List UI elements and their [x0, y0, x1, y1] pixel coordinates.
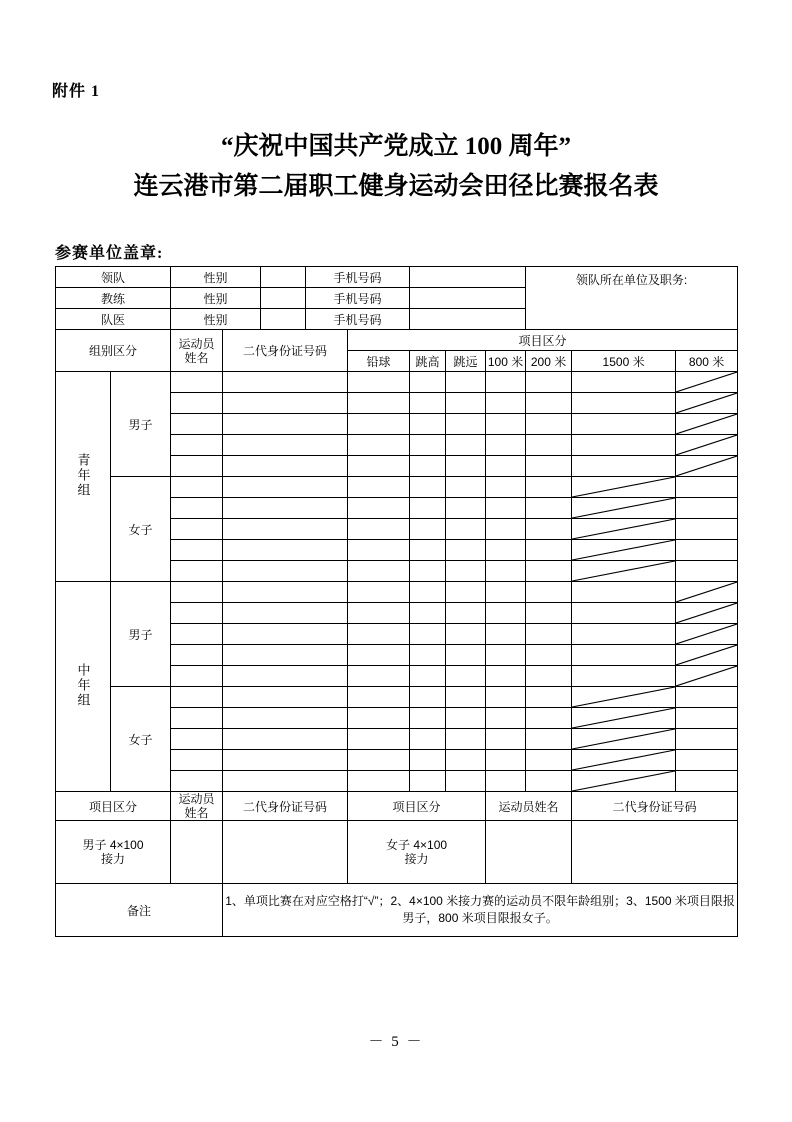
registration-table [55, 266, 738, 937]
cell-event-1500m-blocked [572, 540, 676, 561]
cell-id-number[interactable] [223, 435, 348, 456]
cell-event-100m[interactable] [486, 750, 526, 771]
cell-event-800m[interactable] [676, 498, 738, 519]
cell-event-800m[interactable] [676, 540, 738, 561]
cell-event-shotput[interactable] [348, 540, 410, 561]
cell-event-longjump[interactable] [446, 414, 486, 435]
relay-event-male [56, 821, 171, 884]
header-athlete-name-line1: 运动员 [178, 336, 215, 351]
cell-athlete-name[interactable] [171, 750, 223, 771]
staff-gender-label-leader: 性别 [171, 267, 261, 288]
cell-event-200m[interactable] [526, 666, 572, 687]
cell-event-highjump[interactable] [410, 372, 446, 393]
cell-event-longjump[interactable] [446, 393, 486, 414]
header-group-division: 组别区分 [56, 330, 171, 372]
cell-event-shotput[interactable] [348, 624, 410, 645]
cell-event-800m-blocked [676, 603, 738, 624]
cell-event-200m[interactable] [526, 771, 572, 792]
cell-event-highjump[interactable] [410, 603, 446, 624]
cell-event-shotput[interactable] [348, 498, 410, 519]
cell-event-200m[interactable] [526, 687, 572, 708]
cell-event-100m[interactable] [486, 708, 526, 729]
cell-event-highjump[interactable] [410, 624, 446, 645]
cell-event-800m-blocked [676, 372, 738, 393]
staff-role-coach: 教练 [56, 288, 171, 309]
cell-id-number[interactable] [223, 645, 348, 666]
cell-event-highjump[interactable] [410, 540, 446, 561]
relay-header-id-number-left: 二代身份证号码 [223, 792, 348, 821]
cell-athlete-name[interactable] [171, 540, 223, 561]
cell-athlete-name[interactable] [171, 456, 223, 477]
cell-event-longjump[interactable] [446, 435, 486, 456]
staff-role-leader: 领队 [56, 267, 171, 288]
cell-event-shotput[interactable] [348, 414, 410, 435]
cell-event-800m[interactable] [676, 750, 738, 771]
staff-gender-value-leader[interactable] [261, 267, 306, 288]
cell-event-200m[interactable] [526, 645, 572, 666]
cell-event-longjump[interactable] [446, 687, 486, 708]
cell-event-shotput[interactable] [348, 750, 410, 771]
cell-event-1500m-blocked [572, 687, 676, 708]
cell-id-number[interactable] [223, 729, 348, 750]
cell-event-800m-blocked [676, 393, 738, 414]
cell-event-100m[interactable] [486, 372, 526, 393]
staff-gender-label-coach: 性别 [171, 288, 261, 309]
cell-event-1500m[interactable] [572, 603, 676, 624]
cell-athlete-name[interactable] [171, 708, 223, 729]
remark-label: 备注 [56, 884, 223, 937]
relay-event-female [348, 821, 486, 884]
cell-event-200m[interactable] [526, 561, 572, 582]
cell-id-number[interactable] [223, 561, 348, 582]
cell-event-1500m-blocked [572, 708, 676, 729]
cell-athlete-name[interactable] [171, 498, 223, 519]
relay-event-female-line1: 女子 4×100 [386, 838, 448, 852]
cell-event-longjump[interactable] [446, 582, 486, 603]
cell-event-highjump[interactable] [410, 435, 446, 456]
cell-event-shotput[interactable] [348, 456, 410, 477]
cell-event-1500m[interactable] [572, 372, 676, 393]
cell-event-highjump[interactable] [410, 477, 446, 498]
cell-event-1500m[interactable] [572, 393, 676, 414]
cell-event-shotput[interactable] [348, 645, 410, 666]
seal-label: 参赛单位盖章: [55, 245, 164, 262]
staff-phone-value-coach[interactable] [410, 288, 526, 309]
cell-athlete-name[interactable] [171, 582, 223, 603]
relay-event-female-line2: 接力 [404, 852, 429, 866]
header-athlete-name [171, 330, 223, 372]
cell-event-shotput[interactable] [348, 393, 410, 414]
cell-event-800m-blocked [676, 666, 738, 687]
cell-id-number[interactable] [223, 750, 348, 771]
cell-event-200m[interactable] [526, 729, 572, 750]
relay-entry-row [56, 821, 738, 884]
table-row-athlete [56, 477, 738, 498]
cell-event-800m-blocked [676, 645, 738, 666]
cell-id-number[interactable] [223, 456, 348, 477]
cell-event-shotput[interactable] [348, 477, 410, 498]
subgroup-label-middleage-male: 男子 [111, 582, 171, 687]
cell-event-longjump[interactable] [446, 372, 486, 393]
cell-event-1500m[interactable] [572, 582, 676, 603]
cell-event-highjump[interactable] [410, 582, 446, 603]
cell-event-highjump[interactable] [410, 498, 446, 519]
staff-phone-label-leader: 手机号码 [306, 267, 410, 288]
cell-event-1500m[interactable] [572, 666, 676, 687]
cell-id-number[interactable] [223, 519, 348, 540]
cell-id-number[interactable] [223, 414, 348, 435]
cell-event-longjump[interactable] [446, 540, 486, 561]
cell-event-longjump[interactable] [446, 498, 486, 519]
cell-event-highjump[interactable] [410, 519, 446, 540]
cell-event-100m[interactable] [486, 393, 526, 414]
cell-id-number[interactable] [223, 540, 348, 561]
cell-event-200m[interactable] [526, 603, 572, 624]
header-event-highjump: 跳高 [410, 351, 446, 372]
group-label-youth-text: 青年组 [75, 452, 91, 498]
cell-event-800m-blocked [676, 435, 738, 456]
staff-gender-label-doctor: 性别 [171, 309, 261, 330]
table-row-athlete [56, 582, 738, 603]
cell-athlete-name[interactable] [171, 687, 223, 708]
page-number: － 5 － [368, 1034, 424, 1050]
header-event-division: 项目区分 [348, 330, 738, 351]
relay-cell-athlete-name-female[interactable] [486, 821, 572, 884]
cell-event-highjump[interactable] [410, 771, 446, 792]
relay-header-athlete-name-right: 运动员姓名 [486, 792, 572, 821]
cell-event-1500m-blocked [572, 561, 676, 582]
cell-event-longjump[interactable] [446, 750, 486, 771]
cell-event-longjump[interactable] [446, 729, 486, 750]
cell-event-shotput[interactable] [348, 372, 410, 393]
cell-id-number[interactable] [223, 687, 348, 708]
cell-event-100m[interactable] [486, 729, 526, 750]
group-label-youth [56, 372, 111, 582]
staff-gender-value-coach[interactable] [261, 288, 306, 309]
table-row-athlete [56, 687, 738, 708]
cell-id-number[interactable] [223, 582, 348, 603]
cell-athlete-name[interactable] [171, 771, 223, 792]
staff-phone-value-leader[interactable] [410, 267, 526, 288]
cell-athlete-name[interactable] [171, 519, 223, 540]
cell-event-highjump[interactable] [410, 708, 446, 729]
header-event-200m: 200 米 [526, 351, 572, 372]
cell-event-1500m[interactable] [572, 414, 676, 435]
cell-event-longjump[interactable] [446, 603, 486, 624]
cell-event-100m[interactable] [486, 603, 526, 624]
cell-event-highjump[interactable] [410, 687, 446, 708]
cell-event-longjump[interactable] [446, 645, 486, 666]
athlete-header-row-1 [56, 330, 738, 351]
cell-event-200m[interactable] [526, 708, 572, 729]
cell-event-1500m[interactable] [572, 456, 676, 477]
cell-event-highjump[interactable] [410, 414, 446, 435]
cell-event-100m[interactable] [486, 477, 526, 498]
cell-event-200m[interactable] [526, 372, 572, 393]
cell-event-longjump[interactable] [446, 456, 486, 477]
header-event-100m: 100 米 [486, 351, 526, 372]
cell-event-1500m[interactable] [572, 435, 676, 456]
remark-text: 1、单项比赛在对应空格打“√”；2、4×100 米接力赛的运动员不限年龄组别；3、1500 米项目限报男子，800 米项目限报女子。 [223, 884, 738, 937]
attachment-label: 附件 1 [52, 83, 101, 100]
cell-event-100m[interactable] [486, 561, 526, 582]
cell-event-800m-blocked [676, 456, 738, 477]
document-title [0, 130, 792, 204]
cell-event-shotput[interactable] [348, 708, 410, 729]
cell-id-number[interactable] [223, 393, 348, 414]
cell-event-800m-blocked [676, 624, 738, 645]
cell-athlete-name[interactable] [171, 435, 223, 456]
staff-role-doctor: 队医 [56, 309, 171, 330]
cell-event-200m[interactable] [526, 582, 572, 603]
cell-event-200m[interactable] [526, 477, 572, 498]
cell-event-200m[interactable] [526, 750, 572, 771]
cell-event-200m[interactable] [526, 456, 572, 477]
cell-id-number[interactable] [223, 771, 348, 792]
cell-event-longjump[interactable] [446, 771, 486, 792]
cell-event-800m-blocked [676, 582, 738, 603]
cell-event-100m[interactable] [486, 582, 526, 603]
relay-event-male-line2: 接力 [101, 852, 126, 866]
cell-event-1500m-blocked [572, 771, 676, 792]
header-id-number: 二代身份证号码 [223, 330, 348, 372]
cell-event-100m[interactable] [486, 435, 526, 456]
cell-event-highjump[interactable] [410, 750, 446, 771]
table-row-staff-leader [56, 267, 738, 288]
cell-athlete-name[interactable] [171, 477, 223, 498]
cell-athlete-name[interactable] [171, 372, 223, 393]
cell-event-200m[interactable] [526, 393, 572, 414]
cell-event-800m-blocked [676, 414, 738, 435]
cell-event-longjump[interactable] [446, 708, 486, 729]
relay-cell-id-number-male[interactable] [223, 821, 348, 884]
cell-event-shotput[interactable] [348, 603, 410, 624]
cell-event-highjump[interactable] [410, 456, 446, 477]
relay-header-event-division-left: 项目区分 [56, 792, 171, 821]
cell-athlete-name[interactable] [171, 393, 223, 414]
cell-event-highjump[interactable] [410, 729, 446, 750]
cell-event-longjump[interactable] [446, 561, 486, 582]
header-event-800m: 800 米 [676, 351, 738, 372]
cell-event-longjump[interactable] [446, 477, 486, 498]
cell-event-800m[interactable] [676, 687, 738, 708]
cell-event-800m[interactable] [676, 561, 738, 582]
staff-phone-label-coach: 手机号码 [306, 288, 410, 309]
cell-event-800m[interactable] [676, 708, 738, 729]
cell-athlete-name[interactable] [171, 624, 223, 645]
relay-header-row [56, 792, 738, 821]
cell-event-100m[interactable] [486, 519, 526, 540]
relay-cell-athlete-name-male[interactable] [171, 821, 223, 884]
cell-event-200m[interactable] [526, 624, 572, 645]
cell-id-number[interactable] [223, 603, 348, 624]
cell-event-longjump[interactable] [446, 519, 486, 540]
cell-event-shotput[interactable] [348, 666, 410, 687]
cell-event-200m[interactable] [526, 519, 572, 540]
cell-event-100m[interactable] [486, 666, 526, 687]
cell-event-1500m-blocked [572, 729, 676, 750]
cell-event-1500m-blocked [572, 750, 676, 771]
relay-header-event-division-right: 项目区分 [348, 792, 486, 821]
cell-event-1500m-blocked [572, 519, 676, 540]
cell-event-highjump[interactable] [410, 561, 446, 582]
remark-row [56, 884, 738, 937]
title-line-2: 连云港市第二届职工健身运动会田径比赛报名表 [133, 173, 659, 200]
cell-athlete-name[interactable] [171, 414, 223, 435]
cell-id-number[interactable] [223, 708, 348, 729]
cell-event-shotput[interactable] [348, 561, 410, 582]
cell-event-longjump[interactable] [446, 666, 486, 687]
cell-id-number[interactable] [223, 477, 348, 498]
relay-header-athlete-name-left-line1: 运动员 [178, 792, 215, 806]
leader-unit-position-label: 领队所在单位及职务: [526, 267, 738, 330]
relay-cell-id-number-female[interactable] [572, 821, 738, 884]
cell-event-100m[interactable] [486, 456, 526, 477]
staff-phone-value-doctor[interactable] [410, 309, 526, 330]
cell-event-highjump[interactable] [410, 666, 446, 687]
cell-event-1500m-blocked [572, 498, 676, 519]
header-event-1500m: 1500 米 [572, 351, 676, 372]
cell-event-100m[interactable] [486, 645, 526, 666]
title-line-1: “庆祝中国共产党成立 100 周年” [220, 133, 571, 160]
cell-event-200m[interactable] [526, 540, 572, 561]
relay-event-male-line1: 男子 4×100 [82, 838, 144, 852]
cell-event-100m[interactable] [486, 498, 526, 519]
cell-athlete-name[interactable] [171, 645, 223, 666]
cell-event-shotput[interactable] [348, 771, 410, 792]
cell-event-shotput[interactable] [348, 582, 410, 603]
relay-header-id-number-right: 二代身份证号码 [572, 792, 738, 821]
cell-event-200m[interactable] [526, 498, 572, 519]
cell-id-number[interactable] [223, 624, 348, 645]
cell-event-shotput[interactable] [348, 687, 410, 708]
cell-event-shotput[interactable] [348, 435, 410, 456]
cell-event-1500m[interactable] [572, 645, 676, 666]
subgroup-label-middleage-female: 女子 [111, 687, 171, 792]
cell-event-1500m-blocked [572, 477, 676, 498]
staff-gender-value-doctor[interactable] [261, 309, 306, 330]
header-athlete-name-line2: 姓名 [184, 350, 209, 365]
cell-athlete-name[interactable] [171, 729, 223, 750]
cell-event-100m[interactable] [486, 414, 526, 435]
cell-event-800m[interactable] [676, 477, 738, 498]
cell-event-800m[interactable] [676, 519, 738, 540]
group-label-middleage [56, 582, 111, 792]
cell-id-number[interactable] [223, 498, 348, 519]
subgroup-label-youth-male: 男子 [111, 372, 171, 477]
cell-athlete-name[interactable] [171, 561, 223, 582]
staff-phone-label-doctor: 手机号码 [306, 309, 410, 330]
group-label-middleage-text: 中年组 [75, 662, 91, 708]
cell-athlete-name[interactable] [171, 666, 223, 687]
cell-event-1500m[interactable] [572, 624, 676, 645]
cell-event-200m[interactable] [526, 435, 572, 456]
header-event-longjump: 跳远 [446, 351, 486, 372]
cell-event-800m[interactable] [676, 771, 738, 792]
cell-event-highjump[interactable] [410, 393, 446, 414]
cell-event-100m[interactable] [486, 540, 526, 561]
cell-event-100m[interactable] [486, 771, 526, 792]
cell-event-800m[interactable] [676, 729, 738, 750]
cell-event-shotput[interactable] [348, 729, 410, 750]
cell-event-shotput[interactable] [348, 519, 410, 540]
table-row-athlete [56, 372, 738, 393]
cell-event-highjump[interactable] [410, 645, 446, 666]
relay-header-athlete-name-left-line2: 姓名 [184, 806, 209, 820]
subgroup-label-youth-female: 女子 [111, 477, 171, 582]
cell-event-200m[interactable] [526, 414, 572, 435]
relay-header-athlete-name-left [171, 792, 223, 821]
cell-id-number[interactable] [223, 372, 348, 393]
cell-athlete-name[interactable] [171, 603, 223, 624]
cell-event-100m[interactable] [486, 687, 526, 708]
cell-event-longjump[interactable] [446, 624, 486, 645]
header-event-shotput: 铅球 [348, 351, 410, 372]
cell-id-number[interactable] [223, 666, 348, 687]
cell-event-100m[interactable] [486, 624, 526, 645]
